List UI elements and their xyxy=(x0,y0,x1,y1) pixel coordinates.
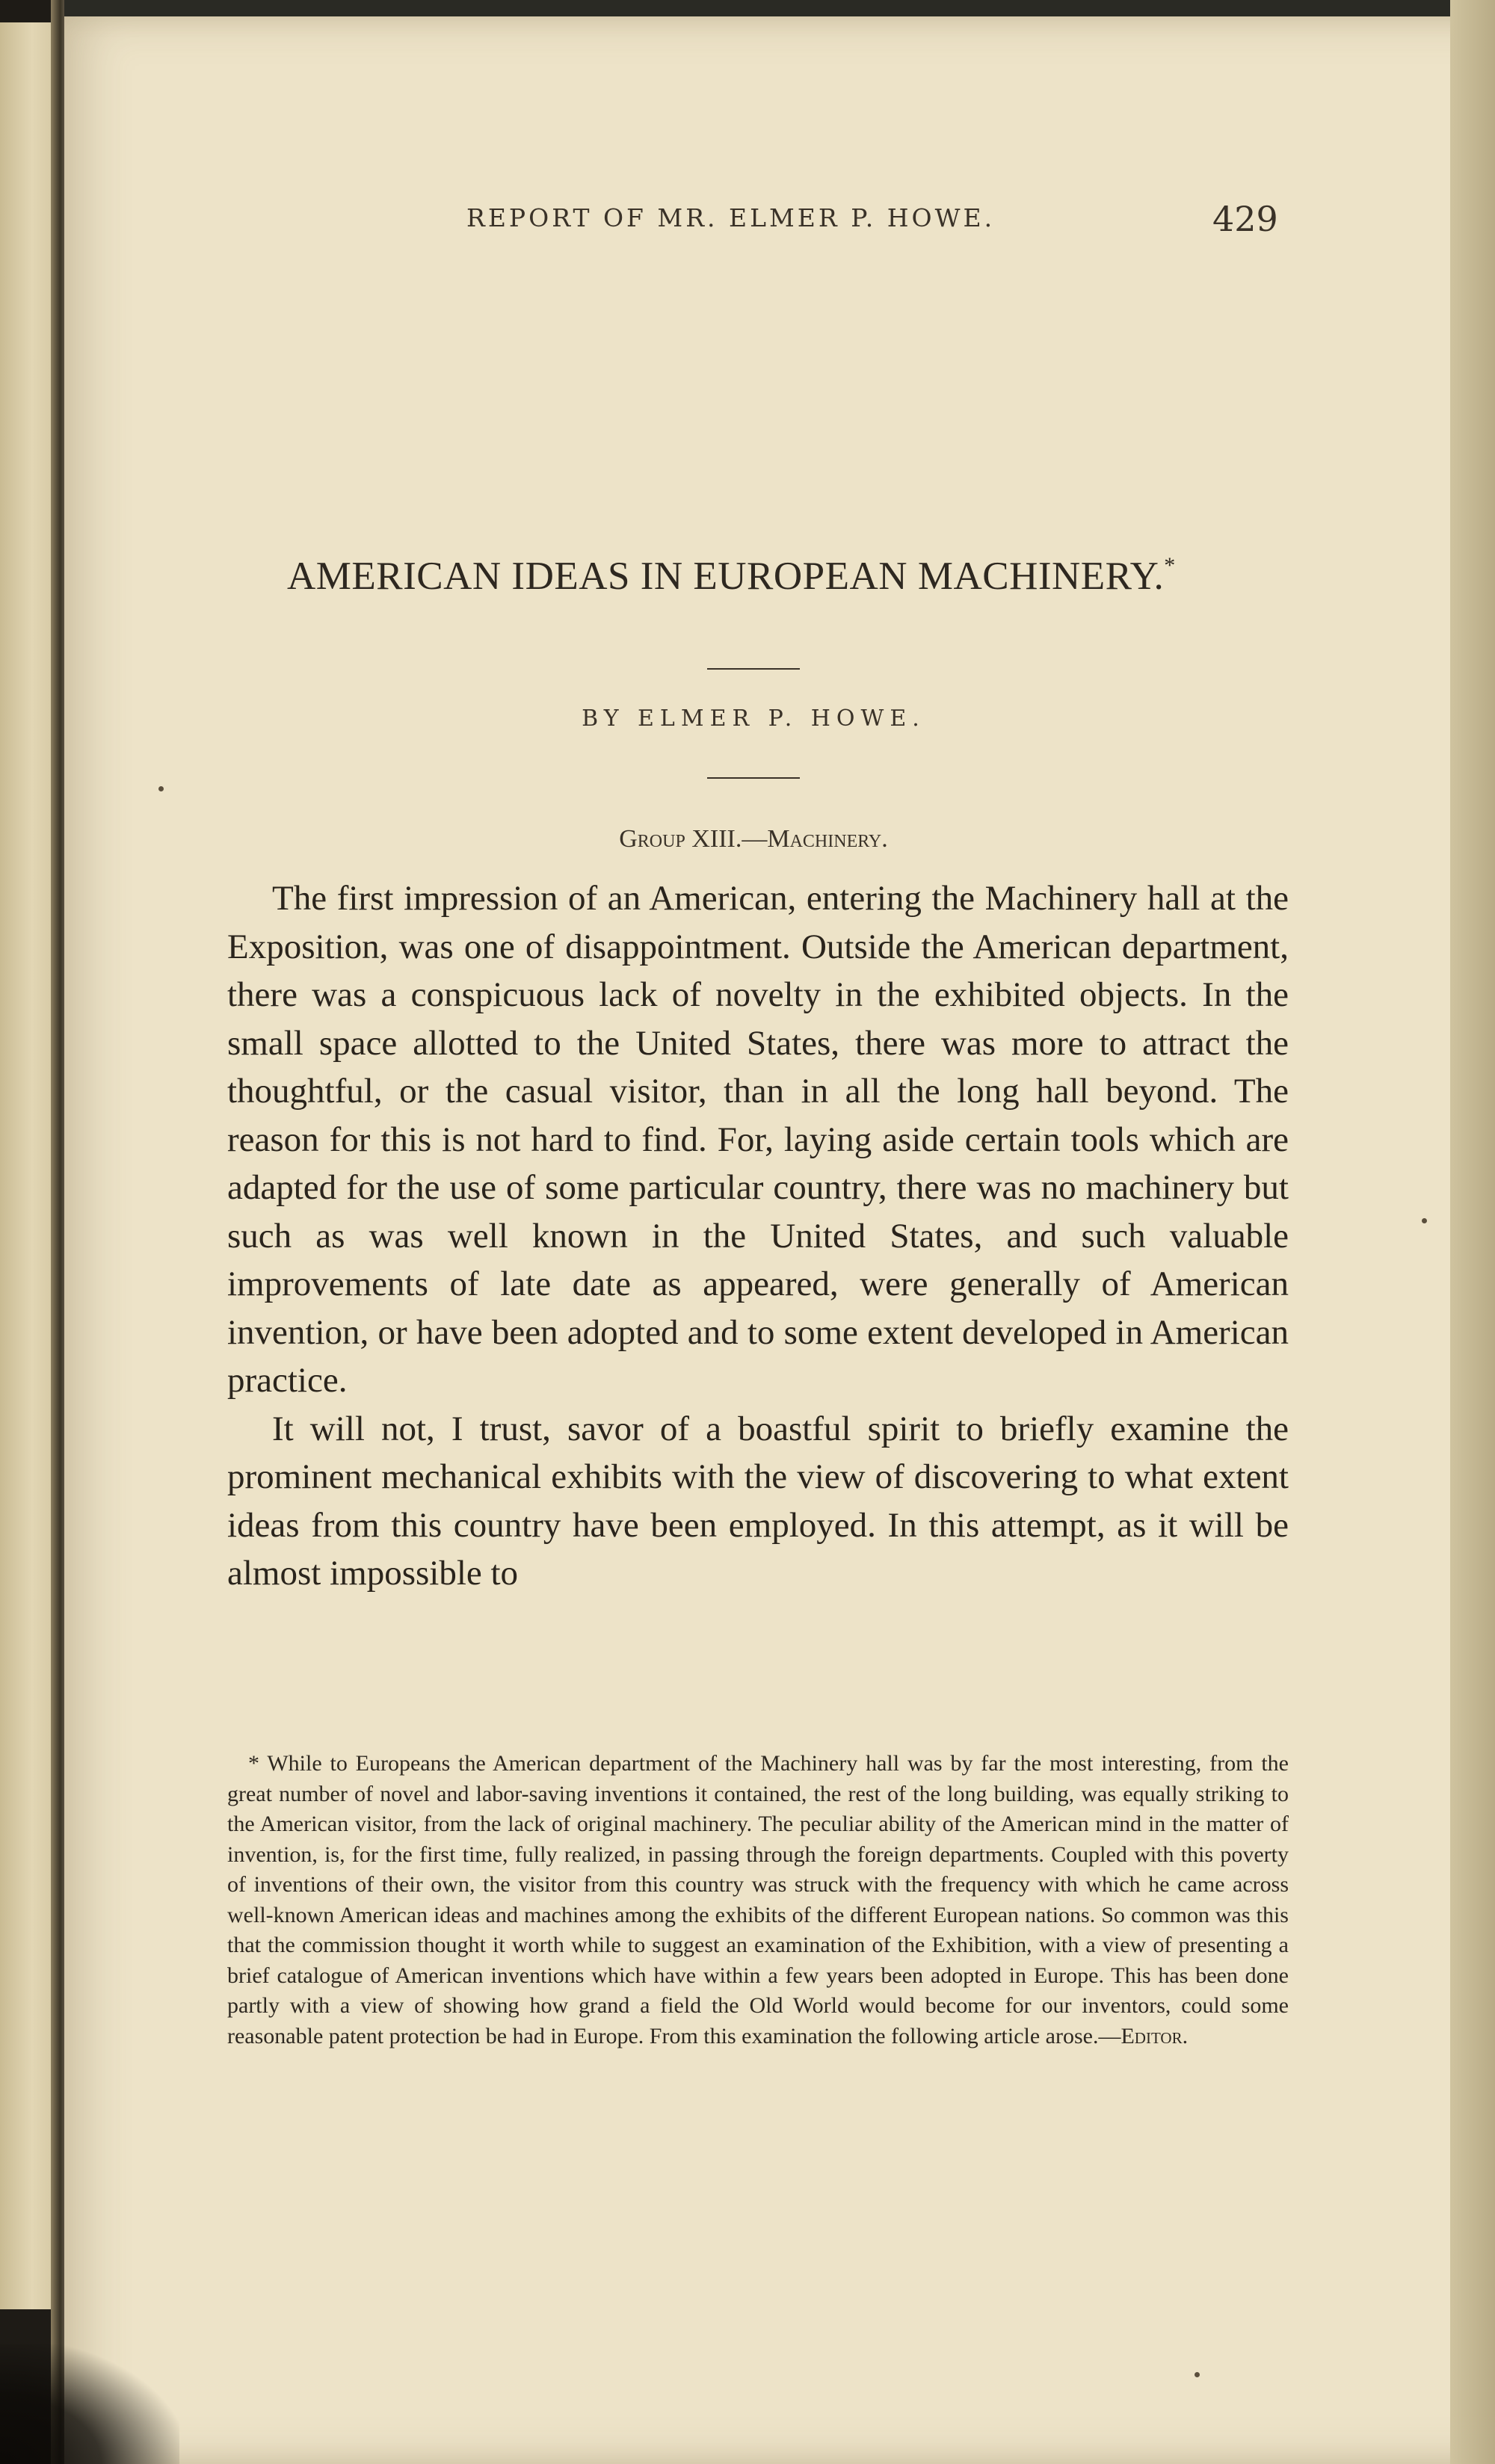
body-text xyxy=(227,874,1289,1598)
footnote-signature: —Editor. xyxy=(1098,2023,1189,2048)
body-paragraph-1: The first impression of an American, entering the Machinery hall at the Exposition, was one of disappointment. Outside the American department, there was a conspicuous lack of novelty in the exhibited objects. In the small space allotted to the United States, there was more to attract the thoughtful, or the casual visitor, than in all the long hall beyond. The reason for this is not hard to find. For, laying aside certain tools which are adapted for the use of some particular country, there was no machinery but such as was well known in the United States, and such valuable improvements of late date as appeared, were generally of American invention, or have been adopted and to some extent developed in American practice. xyxy=(227,879,1289,1400)
page-right-edge xyxy=(1450,0,1495,2464)
paper-speck xyxy=(1195,2372,1200,2377)
running-head: REPORT OF MR. ELMER P. HOWE. xyxy=(466,203,996,232)
page-number: 429 xyxy=(1212,199,1278,239)
section-heading: Group XIII.—Machinery. xyxy=(619,825,888,853)
footnote xyxy=(227,1749,1289,2051)
footnote-marker: * xyxy=(248,1751,259,1776)
book-gutter xyxy=(51,0,64,2464)
paper-speck xyxy=(1422,1218,1427,1223)
paper-speck xyxy=(158,786,164,791)
book-page xyxy=(63,16,1483,2464)
article-title xyxy=(287,553,1296,599)
footnote-text: While to Europeans the American department of the Machinery hall was by far the most interesting, from the great number of novel and labor-saving inventions it contained, the rest of the long building, was equally striking to the American visitor, from the lack of original machinery. The peculiar ability of the American mind in the matter of invention, is, for the first time, fully realized, in passing through the foreign departments. Coupled with this poverty of inventions of their own, the visitor from this country was struck with the frequency with which he came across well-known American ideas and machines among the exhibits of the different European nations. So common was this that the commission thought it worth while to suggest an examination of the Exhibition, with a view of presenting a brief catalogue of American inventions which have within a few years been adopted in Europe. This has been done partly with a view of showing how grand a field the Old World would become for our inventors, could some reasonable patent protection be had in Europe. From this examination the following article arose. xyxy=(227,1751,1289,2048)
divider-rule-bottom xyxy=(707,777,800,779)
divider-rule-top xyxy=(707,668,800,670)
body-paragraph-2: It will not, I trust, savor of a boastful spirit to briefly examine the prominent mechanical exhibits with the view of discovering to what extent ideas from this country have been employed. In this attempt, as it will be almost impossible to xyxy=(227,1409,1289,1593)
byline: BY ELMER P. HOWE. xyxy=(582,705,925,732)
facing-page-edge xyxy=(0,22,58,2309)
scan-shadow xyxy=(0,2344,179,2464)
article-title-text: AMERICAN IDEAS IN EUROPEAN MACHINERY. xyxy=(287,555,1165,598)
title-footnote-marker: * xyxy=(1164,553,1176,578)
